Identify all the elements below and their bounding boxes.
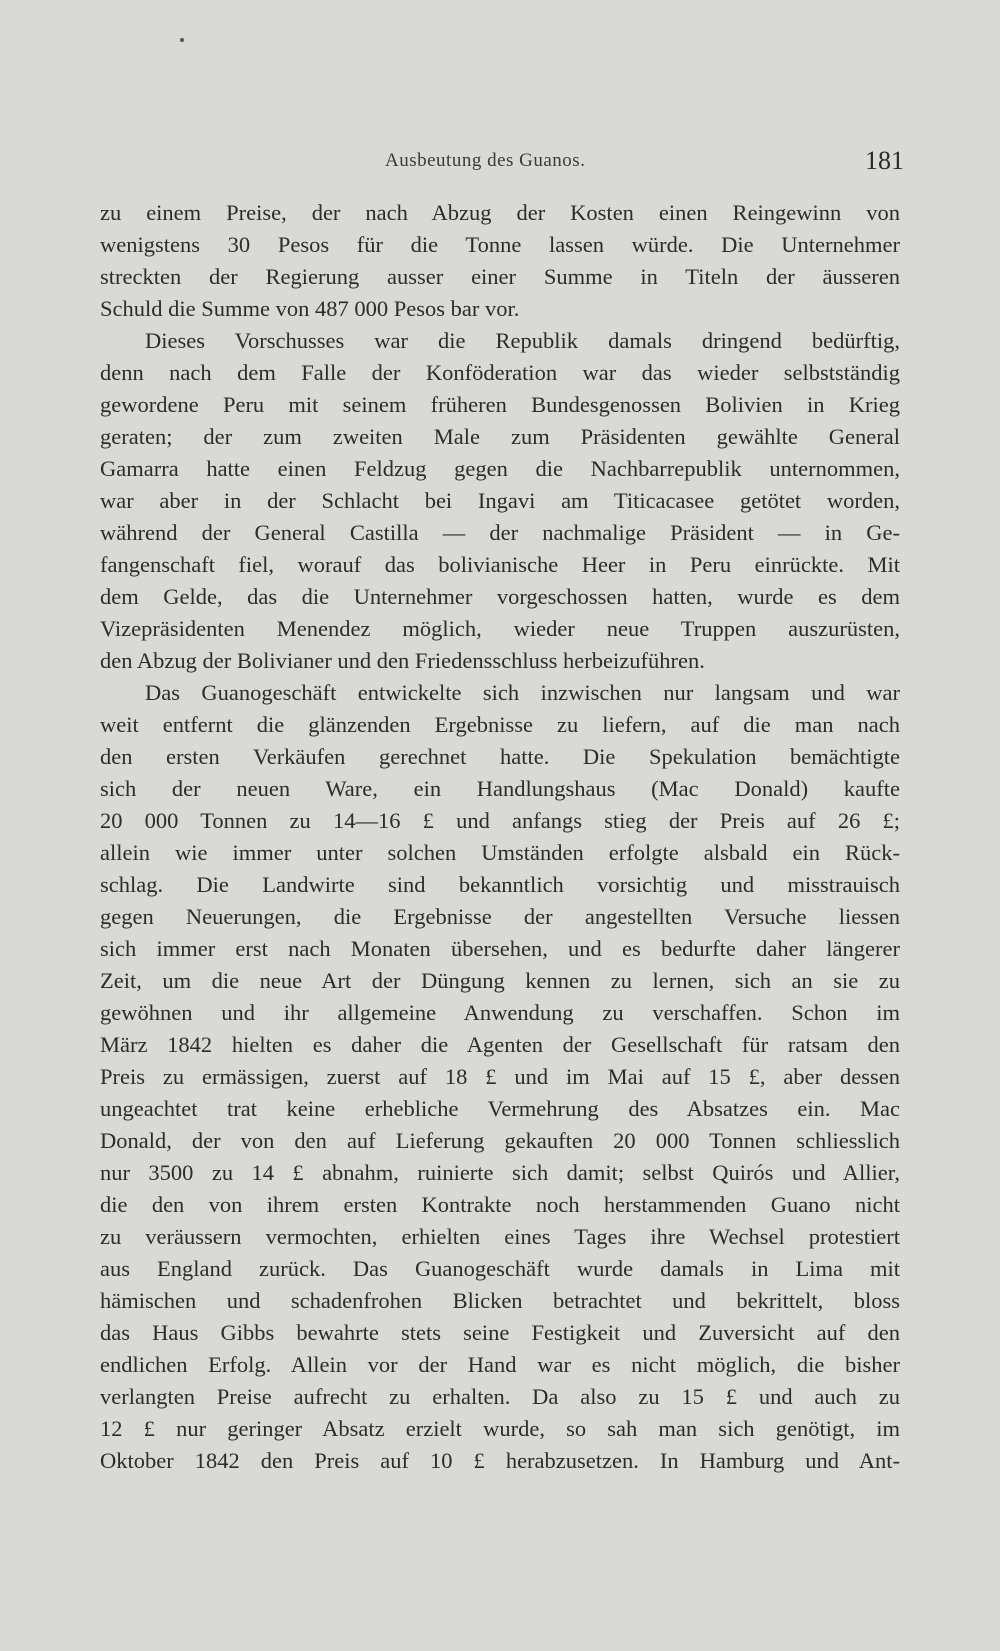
text-line: allein wie immer unter solchen Umständen erfolgte alsbald ein Rück-	[100, 840, 900, 865]
text-line: denn nach dem Falle der Konföderation war das wieder selbstständig	[100, 360, 900, 385]
text-line: schlag. Die Landwirte sind bekanntlich vorsichtig und misstrauisch	[100, 872, 900, 897]
text-line: den Abzug der Bolivianer und den Friedensschluss herbeizuführen.	[100, 648, 705, 673]
text-line: gewöhnen und ihr allgemeine Anwendung zu verschaffen. Schon im	[100, 1000, 900, 1025]
text-line: fangenschaft fiel, worauf das bolivianische Heer in Peru einrückte. Mit	[100, 552, 900, 577]
text-line: 12 £ nur geringer Absatz erzielt wurde, so sah man sich genötigt, im	[100, 1416, 900, 1441]
body-text	[100, 197, 900, 1477]
text-line: das Haus Gibbs bewahrte stets seine Festigkeit und Zuversicht auf den	[100, 1320, 900, 1345]
text-line: dem Gelde, das die Unternehmer vorgeschossen hatten, wurde es dem	[100, 584, 900, 609]
text-line: hämischen und schadenfrohen Blicken betrachtet und bekrittelt, bloss	[100, 1288, 900, 1313]
text-line: Zeit, um die neue Art der Düngung kennen zu lernen, sich an sie zu	[100, 968, 900, 993]
text-line: endlichen Erfolg. Allein vor der Hand war es nicht möglich, die bisher	[100, 1352, 900, 1377]
text-line: war aber in der Schlacht bei Ingavi am Titicacasee getötet worden,	[100, 488, 900, 513]
text-line: die den von ihrem ersten Kontrakte noch herstammenden Guano nicht	[100, 1192, 900, 1217]
print-speck	[180, 38, 184, 42]
page-number: 181	[865, 146, 904, 175]
text-line: Das Guanogeschäft entwickelte sich inzwischen nur langsam und war	[145, 680, 900, 705]
text-line: nur 3500 zu 14 £ abnahm, ruinierte sich damit; selbst Quirós und Allier,	[100, 1160, 900, 1185]
text-line: Donald, der von den auf Lieferung gekauften 20 000 Tonnen schliesslich	[100, 1128, 900, 1153]
text-line: Oktober 1842 den Preis auf 10 £ herabzusetzen. In Hamburg und Ant-	[100, 1448, 900, 1473]
text-line: Dieses Vorschusses war die Republik damals dringend bedürftig,	[145, 328, 900, 353]
text-line: den ersten Verkäufen gerechnet hatte. Die Spekulation bemächtigte	[100, 744, 900, 769]
text-line: wenigstens 30 Pesos für die Tonne lassen würde. Die Unternehmer	[100, 232, 900, 257]
text-line: verlangten Preise aufrecht zu erhalten. Da also zu 15 £ und auch zu	[100, 1384, 900, 1409]
text-line: 20 000 Tonnen zu 14—16 £ und anfangs stieg der Preis auf 26 £;	[100, 808, 900, 833]
text-line: geraten; der zum zweiten Male zum Präsidenten gewählte General	[100, 424, 900, 449]
text-line: zu einem Preise, der nach Abzug der Kosten einen Reingewinn von	[100, 200, 900, 225]
text-line: Gamarra hatte einen Feldzug gegen die Nachbarrepublik unternommen,	[100, 456, 900, 481]
text-line: Schuld die Summe von 487 000 Pesos bar vor.	[100, 296, 520, 321]
text-line: sich der neuen Ware, ein Handlungshaus (Mac Donald) kaufte	[100, 776, 900, 801]
text-line: während der General Castilla — der nachmalige Präsident — in Ge-	[100, 520, 900, 545]
text-line: gegen Neuerungen, die Ergebnisse der angestellten Versuche liessen	[100, 904, 900, 929]
text-line: Vizepräsidenten Menendez möglich, wieder neue Truppen auszurüsten,	[100, 616, 900, 641]
text-line: weit entfernt die glänzenden Ergebnisse zu liefern, auf die man nach	[100, 712, 900, 737]
text-line: gewordene Peru mit seinem früheren Bundesgenossen Bolivien in Krieg	[100, 392, 900, 417]
text-line: März 1842 hielten es daher die Agenten der Gesellschaft für ratsam den	[100, 1032, 900, 1057]
running-head: Ausbeutung des Guanos.	[385, 150, 586, 171]
text-line: Preis zu ermässigen, zuerst auf 18 £ und im Mai auf 15 £, aber dessen	[100, 1064, 900, 1089]
text-line: ungeachtet trat keine erhebliche Vermehrung des Absatzes ein. Mac	[100, 1096, 900, 1121]
text-line: streckten der Regierung ausser einer Summe in Titeln der äusseren	[100, 264, 900, 289]
text-line: zu veräussern vermochten, erhielten eines Tages ihre Wechsel protestiert	[100, 1224, 900, 1249]
text-line: sich immer erst nach Monaten übersehen, und es bedurfte daher längerer	[100, 936, 900, 961]
text-line: aus England zurück. Das Guanogeschäft wurde damals in Lima mit	[100, 1256, 900, 1281]
